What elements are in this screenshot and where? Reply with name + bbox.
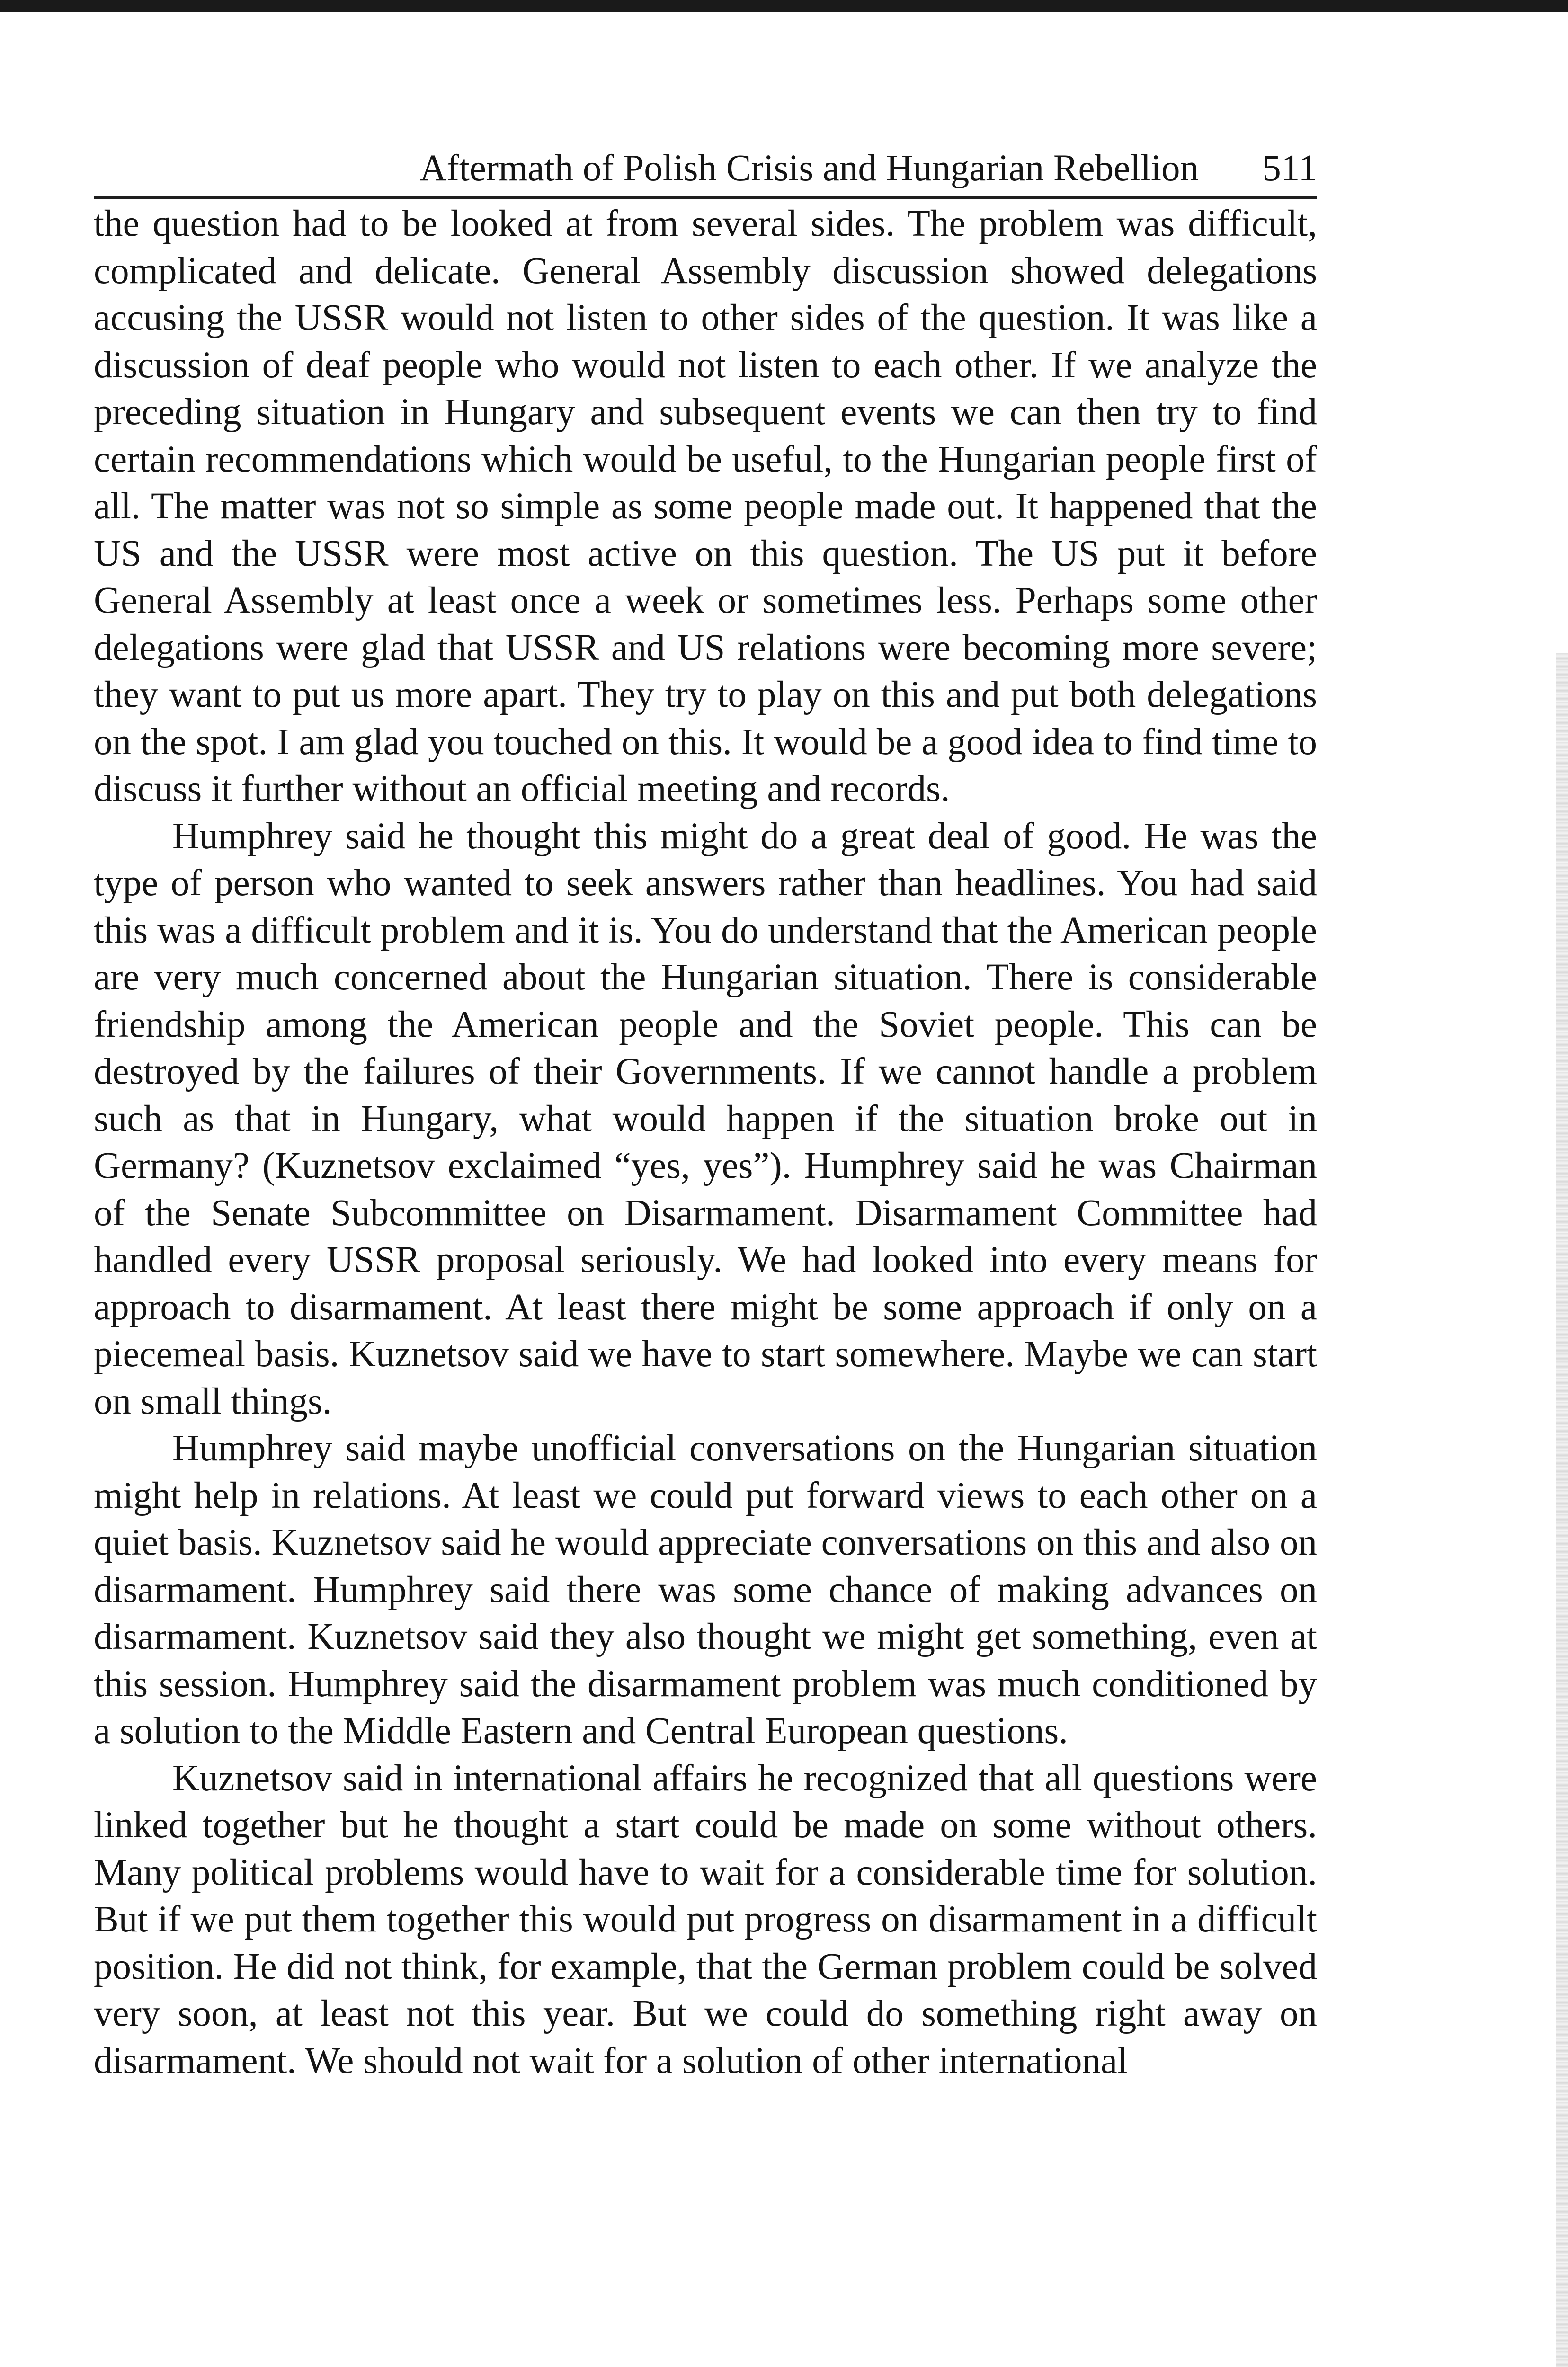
paragraph-kuznetsov-linked: Kuznetsov said in international affairs he recognized that all questions were linked together but he thought a start could be made on some without others. Many political problems would have to wait for a considerable time for solution. But if we put them together this would put progress on disarmament in a difficult position. He did not think, for example, that the German problem could be solved very soon, at least not this year. But we could do something right away on disarmament. We should not wait for a solution of other international xyxy=(94,1757,1317,2082)
book-page xyxy=(94,142,1317,2084)
body-text xyxy=(94,200,1317,2084)
paragraph-humphrey-good: Humphrey said he thought this might do a great deal of good. He was the type of person who wanted to seek answers rather than headlines. You had said this was a difficult problem and it is. You do understand that the American people are very much concerned about the Hungarian situation. There is considerable friendship among the American people and the Soviet people. This can be destroyed by the failures of their Governments. If we cannot handle a problem such as that in Hungary, what would happen if the situation broke out in Germany? (Kuznetsov exclaimed “yes, yes”). Humphrey said he was Chairman of the Senate Subcommittee on Disarmament. Disarmament Committee had handled every USSR proposal seriously. We had looked into every means for approach to disarmament. At least there might be some approach if only on a piecemeal basis. Kuznetsov said we have to start somewhere. Maybe we can start on small things. xyxy=(94,815,1317,1422)
running-title: Aftermath of Polish Crisis and Hungarian Rebellion xyxy=(419,148,1199,189)
scan-top-edge xyxy=(0,0,1568,12)
paragraph-humphrey-unofficial: Humphrey said maybe unofficial conversations on the Hungarian situation might help in relations. At least we could put forward views to each other on a quiet basis. Kuznetsov said he would appreciate conversations on this and also on disarmament. Humphrey said there was some chance of making advances on disarmament. Kuznetsov said they also thought we might get something, even at this session. Humphrey said the disarmament problem was much conditioned by a solution to the Middle Eastern and Central European questions. xyxy=(94,1428,1317,1752)
paragraph-continuation: the question had to be looked at from several sides. The problem was difficult, complicated and delicate. General Assembly discussion showed delegations accusing the USSR would not listen to other sides of the question. It was like a discussion of deaf people who would not listen to each other. If we analyze the preceding situation in Hungary and subsequent events we can then try to find certain recommendations which would be useful, to the Hungarian people first of all. The matter was not so simple as some people made out. It happened that the US and the USSR were most active on this question. The US put it before General Assembly at least once a week or sometimes less. Perhaps some other delegations were glad that USSR and US relations were becoming more severe; they want to put us more apart. They try to play on this and put both delegations on the spot. I am glad you touched on this. It would be a good idea to find time to discuss it further without an official meeting and records. xyxy=(94,203,1317,810)
running-head xyxy=(94,142,1317,199)
page-number: 511 xyxy=(1262,148,1317,189)
scan-right-edge xyxy=(1556,653,1568,2367)
